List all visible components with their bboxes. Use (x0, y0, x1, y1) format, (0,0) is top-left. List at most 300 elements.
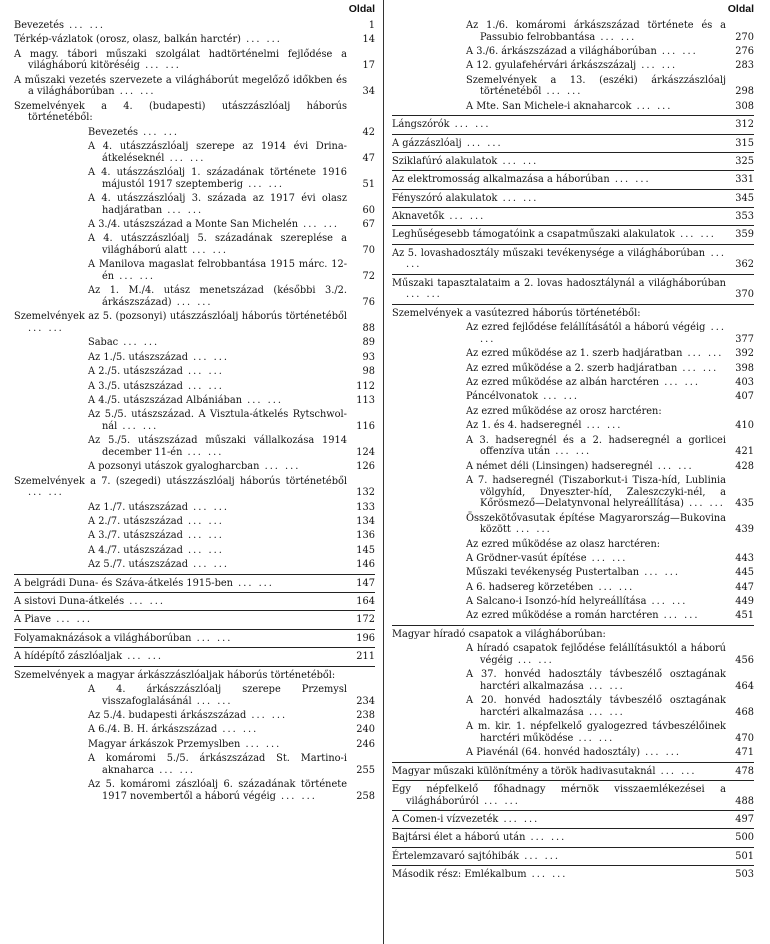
toc-entry[interactable] (392, 420, 754, 432)
toc-entry[interactable] (392, 391, 754, 403)
toc-entry-title: Bevezetés (14, 20, 65, 31)
leader-dots: ... ... (182, 446, 224, 458)
section-separator (14, 610, 375, 611)
toc-entry[interactable] (14, 395, 375, 407)
leader-dots: ... ... (512, 654, 554, 666)
leader-dots: ... ... (655, 765, 697, 777)
toc-entry-title: Szemelvények a vasútezred háborús történetéből: (392, 307, 641, 319)
toc-entry[interactable] (14, 545, 375, 557)
toc-entry[interactable] (14, 167, 375, 190)
leader-dots: ... ... (658, 610, 700, 622)
toc-entry-title: A német déli (Linsingen) hadseregnél (466, 460, 653, 472)
leader-dots: ... ... (240, 34, 282, 46)
leader-dots: ... ... (497, 155, 539, 167)
toc-entry-title: A hídépítő zászlóaljak (14, 651, 123, 663)
toc-entry-title: Fényszóró alakulatok (392, 192, 498, 204)
leader-dots: ... ... (406, 247, 732, 271)
toc-page-number: 370 (735, 289, 754, 301)
toc-entry[interactable] (14, 409, 375, 432)
toc-entry[interactable] (14, 101, 375, 124)
toc-entry-title: A 6./4. B. H. árkászszázad (88, 724, 218, 736)
section-separator (392, 810, 754, 811)
toc-entry[interactable] (392, 851, 754, 863)
toc-page-number: 435 (735, 498, 754, 510)
toc-entry-title: A 3./6. árkászszázad a világháborúban (466, 45, 657, 57)
toc-entry-title: Egy népfelkelő főhadnagy mérnök visszaemlékezései a világháborúról (392, 783, 730, 807)
toc-entry[interactable] (392, 248, 754, 271)
leader-dots: ... ... (233, 577, 274, 589)
toc-entry[interactable] (14, 285, 375, 308)
toc-entry[interactable] (14, 753, 375, 776)
toc-page-number: 238 (356, 709, 375, 721)
toc-entry[interactable] (392, 60, 754, 72)
toc-entry-title: Értelemzavaró sajtóhibák (392, 850, 520, 862)
toc-entry[interactable] (392, 193, 754, 205)
section-separator (392, 225, 754, 226)
toc-entry-title: Leghűségesebb támogatóink a csapatműszaki alakulatok (392, 229, 675, 241)
toc-page-number: 126 (356, 461, 375, 473)
leader-dots: ... ... (122, 651, 163, 663)
toc-entry-title: Összekötővasutak építése Magyarország—Bukovina között (466, 512, 730, 536)
toc-entry-title: Az ezred fejlődése felállításától a háború végéig (466, 322, 706, 334)
toc-page-number: 51 (362, 178, 375, 190)
leader-dots: ... ... (188, 559, 229, 571)
toc-entry-title: A Piavénál (64. honvéd hadosztály) (466, 747, 641, 759)
leader-dots: ... ... (28, 311, 353, 335)
leader-dots: ... ... (449, 119, 491, 131)
toc-entry[interactable] (14, 502, 375, 514)
leader-dots: ... ... (639, 567, 681, 579)
toc-entry[interactable] (392, 406, 754, 418)
section-separator (14, 592, 375, 593)
toc-page-number: 428 (735, 460, 754, 472)
toc-page-number: 298 (735, 86, 754, 98)
toc-entry-title: Térkép-vázlatok (orosz, olasz, balkán harctér) (14, 34, 241, 46)
leader-dots: ... ... (609, 174, 651, 186)
toc-entry-title: A Salcano-i Isonzó-híd helyreállítása (466, 596, 647, 608)
toc-entry[interactable] (14, 381, 375, 393)
toc-entry[interactable] (14, 34, 375, 46)
toc-page-number: 331 (735, 174, 754, 186)
toc-entry[interactable] (392, 278, 754, 301)
toc-entry-title: Szemelvények a 7. (szegedi) utászzászlóalj háborús történetéből (14, 475, 347, 487)
leader-dots: ... ... (28, 475, 353, 499)
toc-entry[interactable] (392, 695, 754, 718)
section-separator (392, 244, 754, 245)
toc-entry-title: A 4. utászzászlóalj 3. százada az 1917 évi olasz hadjáratban (88, 193, 351, 216)
toc-entry[interactable] (392, 643, 754, 666)
toc-page-number: 47 (362, 152, 375, 164)
leader-dots: ... ... (162, 204, 204, 216)
toc-entry-title: Szemelvények a 4. (budapesti) utászzászlóalj háborús történetéből: (14, 100, 351, 124)
toc-entry[interactable] (14, 435, 375, 458)
leader-dots: ... ... (541, 86, 583, 98)
toc-page-number: 67 (362, 219, 375, 231)
toc-entry-title: A 12. gyulafehérvári árkászszázalj (466, 60, 637, 72)
toc-entry[interactable] (392, 101, 754, 113)
toc-entry[interactable] (392, 435, 754, 458)
leader-dots: ... ... (682, 348, 724, 360)
section-separator (14, 629, 375, 630)
toc-page-number: 276 (735, 45, 754, 57)
toc-entry[interactable] (392, 814, 754, 826)
leader-dots: ... ... (182, 516, 224, 528)
toc-entry[interactable] (14, 633, 375, 645)
leader-dots: ... ... (188, 501, 229, 513)
toc-entry-title: A 6. hadsereg körzetében (466, 581, 594, 593)
toc-entry[interactable] (392, 377, 754, 389)
toc-entry-title: A 3./5. utászszázad (88, 380, 183, 392)
toc-entry-title: Szemelvények a magyar árkászzászlóaljak háborús történetéből: (14, 669, 336, 681)
toc-entry[interactable] (14, 724, 375, 736)
section-separator (392, 207, 754, 208)
leader-dots: ... ... (583, 706, 625, 718)
toc-entry[interactable] (392, 211, 754, 223)
toc-page-number: 98 (362, 366, 375, 378)
toc-entry-title: A 3./4. utászszázad a Monte San Michelén (88, 219, 299, 231)
toc-page-number: 456 (735, 654, 754, 666)
leader-dots: ... ... (636, 60, 678, 72)
toc-entry[interactable] (14, 311, 375, 334)
toc-entry[interactable] (392, 747, 754, 759)
section-separator (392, 115, 754, 116)
toc-page-number: 312 (735, 119, 754, 131)
toc-entry[interactable] (392, 75, 754, 98)
toc-entry-title: Az ezred működése a román harctéren (466, 610, 659, 622)
toc-entry[interactable] (14, 739, 375, 751)
toc-entry-title: A 3. hadseregnél és a 2. hadseregnél a gorlicei offenzíva után (466, 434, 730, 458)
toc-page-number: 89 (362, 337, 375, 349)
toc-page-number: 451 (735, 610, 754, 622)
toc-entry[interactable] (392, 46, 754, 58)
toc-entry[interactable] (392, 669, 754, 692)
toc-page-number: 211 (356, 651, 375, 663)
toc-entry[interactable] (14, 516, 375, 528)
toc-page-number: 76 (362, 297, 375, 309)
toc-entry-title: Magyar műszaki különítmény a török hadivasutaknál (392, 765, 656, 777)
toc-entry-title: Aknavetők (392, 211, 445, 223)
toc-page-number: 497 (735, 813, 754, 825)
toc-entry-title: Az ezred működése az albán harctéren (466, 377, 660, 388)
toc-entry-title: A pozsonyi utászok gyalogharcban (88, 461, 260, 473)
toc-entry[interactable] (14, 476, 375, 499)
toc-page-number: 112 (356, 380, 375, 392)
toc-entry[interactable] (14, 461, 375, 473)
toc-entry[interactable] (392, 513, 754, 536)
leader-dots: ... ... (595, 31, 637, 43)
toc-left-entries (14, 20, 375, 805)
leader-dots: ... ... (191, 632, 233, 644)
leader-dots: ... ... (117, 420, 159, 432)
toc-page-number: 172 (356, 614, 375, 626)
toc-entry[interactable] (14, 233, 375, 256)
toc-entry[interactable] (392, 138, 754, 150)
toc-entry-title: Az 1. M./4. utász menetszázad (későbbi 3./2. árkászszázad) (88, 285, 351, 309)
toc-entry[interactable] (392, 832, 754, 844)
toc-entry[interactable] (392, 174, 754, 186)
section-separator (392, 865, 754, 866)
leader-dots: ... ... (631, 100, 673, 112)
section-separator (392, 274, 754, 275)
toc-page-number: 501 (735, 850, 754, 862)
toc-entry-title: Szemelvények a 13. (eszéki) árkászzászlóalj történetéből (466, 74, 730, 98)
toc-page-number: 283 (735, 60, 754, 72)
toc-page-number: 72 (362, 271, 375, 283)
toc-entry[interactable] (14, 219, 375, 231)
toc-page-number: 147 (356, 577, 375, 589)
toc-page-number: 134 (356, 516, 375, 528)
toc-entry-title: Az 5./4. budapesti árkászszázad (88, 709, 247, 721)
toc-page-number: 421 (735, 446, 754, 458)
toc-page-number: 464 (735, 680, 754, 692)
leader-dots: ... ... (526, 869, 568, 881)
toc-entry-title: Az 5. komáromi zászlóalj 6. századának története 1917 novembertől a háború végéig (88, 779, 351, 802)
toc-page-number: 447 (735, 581, 754, 593)
section-separator (392, 762, 754, 763)
leader-dots: ... ... (124, 596, 166, 608)
toc-entry[interactable] (392, 20, 754, 43)
toc-entry[interactable] (14, 530, 375, 542)
toc-entry[interactable] (14, 779, 375, 802)
toc-entry-title: Az 5. lovashadosztály műszaki tevékenysége a világháborúban (392, 247, 706, 259)
toc-entry[interactable] (14, 596, 375, 608)
leader-dots: ... ... (478, 795, 520, 807)
toc-entry-title: Magyar híradó csapatok a világháborúban: (392, 628, 606, 640)
toc-entry[interactable] (14, 578, 375, 590)
toc-entry[interactable] (392, 475, 754, 510)
leader-dots: ... ... (188, 351, 229, 363)
leader-dots: ... ... (259, 461, 301, 473)
toc-entry-title: Az ezred működése az olasz harctéren: (466, 538, 661, 550)
toc-entry-title: Sabac (88, 337, 119, 349)
toc-entry-title: Az ezred működése a 2. szerb hadjáratban (466, 362, 678, 374)
toc-page-number: 392 (735, 348, 754, 360)
toc-entry[interactable] (392, 348, 754, 360)
toc-entry-title: A Comen-i vízvezeték (392, 813, 499, 825)
toc-entry[interactable] (392, 610, 754, 622)
leader-dots: ... ... (182, 530, 224, 542)
toc-entry[interactable] (392, 582, 754, 594)
toc-entry[interactable] (14, 259, 375, 282)
leader-dots: ... ... (217, 724, 259, 736)
toc-entry[interactable] (14, 559, 375, 571)
toc-entry[interactable] (392, 784, 754, 807)
section-separator (392, 152, 754, 153)
toc-entry[interactable] (392, 461, 754, 473)
toc-entry[interactable] (392, 119, 754, 131)
toc-page-number: 325 (735, 155, 754, 167)
toc-page-number: 468 (735, 706, 754, 718)
section-separator (392, 847, 754, 848)
toc-entry[interactable] (392, 308, 754, 320)
toc-entry-title: A 2./5. utászszázad (88, 366, 183, 378)
leader-dots: ... ... (118, 337, 160, 349)
toc-entry[interactable] (14, 193, 375, 216)
toc-entry[interactable] (14, 127, 375, 139)
toc-page-number: 359 (735, 229, 754, 241)
toc-entry-title: Az ezred működése az 1. szerb hadjáratban (466, 348, 683, 360)
leader-dots: ... ... (510, 524, 552, 536)
section-separator (392, 134, 754, 135)
leader-dots: ... ... (583, 680, 625, 692)
toc-entry[interactable] (392, 596, 754, 608)
leader-dots: ... ... (498, 813, 540, 825)
leader-dots: ... ... (593, 581, 635, 593)
toc-right-entries (392, 20, 754, 884)
leader-dots: ... ... (138, 126, 179, 138)
toc-entry-title: Műszaki tevékenység Pustertalban (466, 567, 640, 579)
section-separator (14, 647, 375, 648)
toc-entry[interactable] (392, 869, 754, 881)
leader-dots: ... ... (646, 596, 688, 608)
toc-entry-title: Bajtársi élet a háború után (392, 832, 526, 844)
leader-dots: ... ... (182, 544, 224, 556)
toc-page-number: 133 (356, 501, 375, 513)
toc-page-number: 470 (735, 732, 754, 744)
toc-entry-title: A 4. utászzászlóalj 1. századának története 1916 májustól 1917 szeptemberig (88, 167, 351, 190)
leader-dots: ... ... (677, 362, 719, 374)
leader-dots: ... ... (191, 695, 233, 707)
section-separator (392, 170, 754, 171)
toc-entry[interactable] (14, 651, 375, 663)
toc-entry-title: Szemelvények az 5. (pozsonyi) utászzászlóalj háborús történetéből (14, 311, 347, 323)
toc-entry[interactable] (14, 75, 375, 98)
toc-entry-title: A 3./7. utászszázad (88, 530, 183, 542)
toc-entry-title: Magyar árkászok Przemyslben (88, 738, 241, 750)
toc-entry-title: A sistovi Duna-átkelés (14, 596, 125, 608)
toc-entry[interactable] (14, 141, 375, 164)
toc-entry[interactable] (392, 363, 754, 375)
toc-page-number: 145 (356, 544, 375, 556)
toc-entry-title: Bevezetés (88, 126, 139, 138)
leader-dots: ... ... (497, 192, 539, 204)
toc-page-number: 449 (735, 596, 754, 608)
section-separator (392, 625, 754, 626)
leader-dots: ... ... (164, 152, 206, 164)
toc-entry-title: Az 5./5. utászszázad. A Visztula-átkelés Rytschwol-nál (88, 409, 347, 432)
leader-dots: ... ... (240, 738, 282, 750)
leader-dots: ... ... (480, 322, 732, 345)
toc-entry-title: A 20. honvéd hadosztály távbeszélő osztagának harctéri alkalmazása (466, 695, 730, 718)
leader-dots: ... ... (586, 552, 628, 564)
toc-page-number: 315 (735, 137, 754, 149)
toc-page-number: 353 (735, 211, 754, 223)
leader-dots: ... ... (683, 498, 725, 510)
toc-entry[interactable] (392, 322, 754, 345)
toc-entry-title: A híradó csapatok fejlődése felállításuktól a háború végéig (466, 643, 730, 666)
toc-entry[interactable] (14, 49, 375, 72)
leader-dots: ... ... (550, 446, 592, 458)
toc-entry-title: A belgrádi Duna- és Száva-átkelés 1915-ben (14, 577, 233, 589)
toc-page-number: 70 (362, 245, 375, 257)
toc-entry[interactable] (14, 710, 375, 722)
toc-entry[interactable] (392, 229, 754, 241)
toc-entry-title: Az ezred működése az orosz harctéren: (466, 405, 662, 417)
toc-entry-title: A 37. honvéd hadosztály távbeszélő osztagának harctéri alkalmazása (466, 669, 730, 692)
toc-entry-title: A 4./7. utászszázad (88, 544, 183, 556)
toc-entry-title: Az 1./7. utászszázad (88, 501, 189, 513)
toc-entry[interactable] (14, 337, 375, 349)
toc-entry-title: Sziklafúró alakulatok (392, 155, 498, 167)
toc-entry-title: A Mte. San Michele-i aknaharcok (466, 100, 632, 112)
toc-entry[interactable] (392, 629, 754, 641)
toc-entry[interactable] (14, 366, 375, 378)
toc-page-number: 445 (735, 567, 754, 579)
toc-entry[interactable] (392, 156, 754, 168)
section-separator (392, 189, 754, 190)
leader-dots: ... ... (461, 137, 503, 149)
leader-dots: ... ... (538, 391, 579, 403)
leader-dots: ... ... (275, 790, 317, 802)
toc-page-number: 17 (362, 60, 375, 72)
page-column-header: Oldal (348, 3, 375, 15)
toc-entry[interactable] (14, 614, 375, 626)
toc-entry-title: A 4./5. utászszázad Albániában (88, 394, 243, 406)
toc-entry-title: A 4. árkászzászlóalj szerepe Przemysl visszafoglalásánál (88, 684, 351, 707)
toc-page-number: 234 (356, 695, 375, 707)
toc-entry-title: Az elektromosság alkalmazása a háborúban (392, 174, 610, 186)
page-column-header: Oldal (727, 3, 754, 15)
toc-page-number: 471 (735, 747, 754, 759)
leader-dots: ... ... (154, 764, 196, 776)
toc-entry[interactable] (14, 670, 375, 682)
toc-page-number: 503 (735, 869, 754, 881)
leader-dots: ... ... (640, 747, 681, 759)
toc-entry[interactable] (392, 766, 754, 778)
toc-page-number: 478 (735, 765, 754, 777)
leader-dots: ... ... (659, 377, 701, 388)
toc-entry[interactable] (392, 553, 754, 565)
leader-dots: ... ... (114, 86, 156, 98)
toc-page-number: 403 (735, 377, 754, 388)
toc-entry-title: A Manilova magaslat felrobbantása 1915 márc. 12-én (88, 259, 347, 283)
toc-entry[interactable] (14, 352, 375, 364)
leader-dots: ... ... (182, 366, 224, 378)
toc-entry-title: A gázzászlóalj (392, 137, 462, 149)
toc-page-number: 164 (356, 596, 375, 608)
leader-dots: ... ... (406, 277, 732, 301)
leader-dots: ... ... (139, 60, 181, 72)
toc-entry[interactable] (392, 721, 754, 744)
leader-dots: ... ... (171, 297, 213, 309)
leader-dots: ... ... (242, 394, 283, 406)
leader-dots: ... ... (182, 380, 224, 392)
toc-entry[interactable] (392, 539, 754, 551)
toc-entry-title: Lángszórók (392, 119, 450, 131)
leader-dots: ... ... (674, 229, 716, 241)
toc-page-number: 136 (356, 530, 375, 542)
toc-entry-title: Az 1./5. utászszázad (88, 351, 189, 363)
leader-dots: ... ... (246, 709, 288, 721)
leader-dots: ... ... (519, 850, 561, 862)
toc-page-number: 196 (356, 632, 375, 644)
toc-entry-title: Második rész: Emlékalbum (392, 869, 527, 881)
toc-entry[interactable] (392, 567, 754, 579)
section-separator (392, 304, 754, 305)
toc-page-number: 42 (362, 126, 375, 138)
toc-entry[interactable] (14, 20, 375, 32)
toc-page-number: 270 (735, 31, 754, 43)
leader-dots: ... ... (525, 832, 567, 844)
toc-entry-title: A magy. tábori műszaki szolgálat hadtörténelmi fejlődése a világháború kitöréséig (14, 48, 351, 72)
toc-entry[interactable] (14, 684, 375, 707)
leader-dots: ... ... (51, 614, 93, 626)
toc-page-number: 240 (356, 724, 375, 736)
toc-page-number: 443 (735, 552, 754, 564)
column-divider (383, 0, 384, 944)
toc-page-number: 116 (356, 420, 375, 432)
leader-dots: ... ... (187, 245, 228, 257)
